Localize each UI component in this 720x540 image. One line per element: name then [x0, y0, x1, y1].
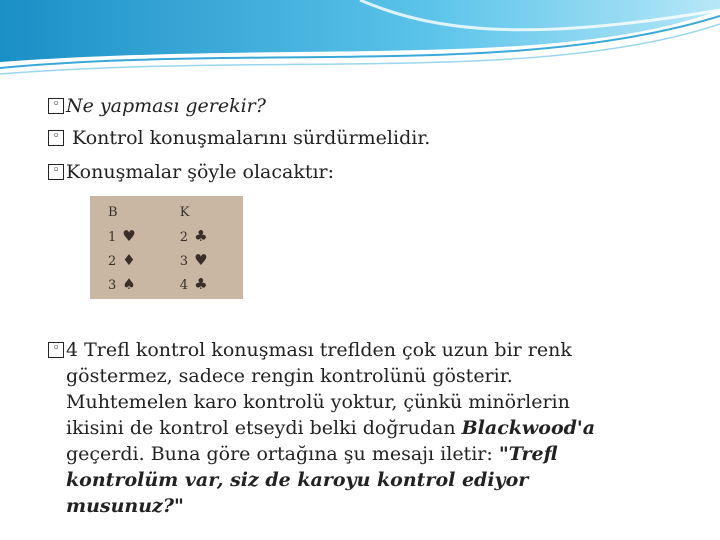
para-line-3: Muhtemelen karo kontrolü yoktur, çünkü minörlerin — [66, 391, 570, 413]
line-answer — [48, 126, 430, 150]
intro-text: Konuşmalar şöyle olacaktır: — [66, 161, 335, 183]
header-k: K — [179, 204, 190, 220]
bidding-sequence-image — [90, 196, 243, 299]
bid-row — [100, 272, 233, 296]
club-suit-icon: ♣ — [194, 275, 208, 293]
blackwood-term: Blackwood'a — [461, 417, 596, 439]
bid-level: 2 — [179, 230, 189, 245]
line-question — [48, 94, 266, 118]
para-line-5: geçerdi. Buna göre ortağına şu mesajı iletir: "Trefl — [66, 443, 558, 465]
missing-glyph-icon: ▫ — [48, 342, 64, 358]
bidding-table — [100, 200, 233, 296]
explanation-paragraph — [48, 337, 648, 519]
missing-glyph-icon: ▫ — [48, 98, 64, 114]
bid-level: 4 — [179, 278, 189, 293]
heart-suit-icon: ♥ — [122, 227, 136, 245]
bid-row — [100, 248, 233, 272]
line-intro — [48, 160, 334, 184]
question-text: Ne yapması gerekir? — [66, 95, 266, 117]
missing-glyph-icon: ▫ — [48, 130, 64, 146]
spade-suit-icon: ♠ — [122, 275, 136, 293]
bid-level: 3 — [108, 278, 117, 293]
para-line-7: musunuz?" — [66, 495, 184, 517]
heart-suit-icon: ♥ — [194, 251, 208, 269]
bid-level: 3 — [179, 254, 189, 269]
para-line-1: ▫ 4 Trefl kontrol konuşması treflden çok uzun bir renk — [48, 339, 572, 361]
club-suit-icon: ♣ — [194, 227, 208, 245]
bid-level: 1 — [108, 230, 117, 245]
para-line-6: kontrolüm var, siz de karoyu kontrol ediyor — [66, 469, 529, 491]
missing-glyph-icon: ▫ — [48, 164, 64, 180]
header-b: B — [108, 204, 118, 220]
diamond-suit-icon: ♦ — [122, 251, 136, 269]
para-line-4: ikisini de kontrol etseydi belki doğrudan Blackwood'a — [66, 417, 596, 439]
bid-row — [100, 224, 233, 248]
bid-level: 2 — [108, 254, 117, 269]
header-wave-decoration — [0, 0, 720, 90]
answer-text: Kontrol konuşmalarını sürdürmelidir. — [66, 127, 431, 149]
para-line-2: göstermez, sadece rengin kontrolünü gösterir. — [66, 365, 513, 387]
